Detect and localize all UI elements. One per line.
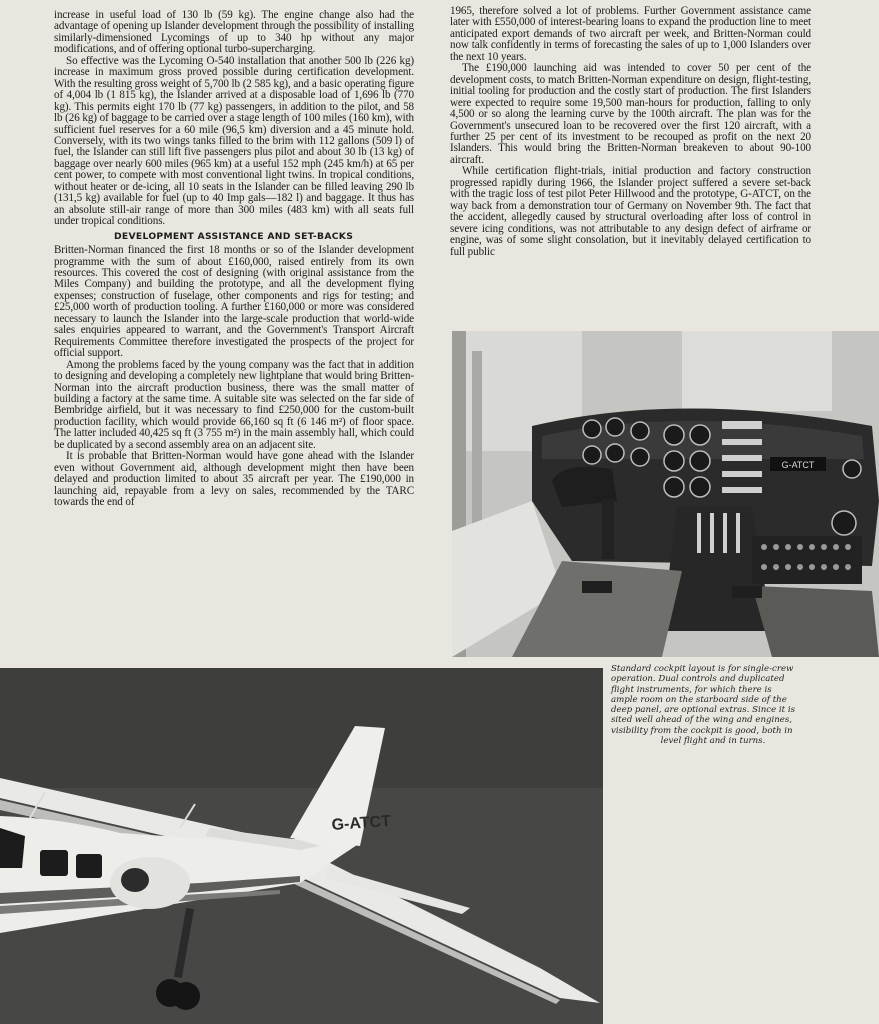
panel-registration: G-ATCT [781,460,815,470]
caption-line: level flight and in turns. [660,736,766,747]
photo-caption [611,664,815,746]
paragraph: Britten-Norman financed the first 18 months or so of the Islander development programme with the sum of about £160,000, raised entirely from its own resources. This covered the cost of designing (with original assistance from the Miles Company) and building the prototype, and all the development flying expenses; construction of fuselage, other components and rigs for testing; and £25,000 worth of production tooling. A further £160,000 or more was considered necessary to launch the Islander into the large-scale production that world-wide sales enquiries appeared to warrant, and the Government's Transport Aircraft Requirements Committee therefore investigated the prospects of the project for official support. [54,244,414,360]
paragraph: 1965, therefore solved a lot of problems. Further Government assistance came later with £550,000 of interest-bearing loans to expand the production line to meet anticipated export demands of two aircraft per week, and Britten-Norman could now talk confidently in terms of forecasting the sales of up to 1,000 Islanders over the next 10 years. [450,5,811,63]
paragraph: increase in useful load of 130 lb (59 kg). The engine change also had the advantage of opening up Islander development through the possibility of installing similarly-dimensioned Lycomings of up to 340 hp without any major modifications, and of offering optional turbo-supercharging. [54,9,414,56]
caption-line: operation. Dual controls and duplicated [611,674,785,685]
section-heading: DEVELOPMENT ASSISTANCE AND SET-BACKS [114,230,354,242]
paragraph: So effective was the Lycoming O-540 installation that another 500 lb (226 kg) increase in maximum gross proved possible during certification development. With the resulting gross weight of 5,700 lb (2 585 kg), and a basic operating figure of 4,004 lb (1 815 kg), the Islander arrived at a disposable load of 1,696 lb (770 kg). This permits eight 170 lb (77 kg) passengers, in addition to the pilot, and 58 lb (26 kg) of baggage to be carried over a stage length of 100 miles (160 km), with sufficient fuel reserves for a 60 mile (96,5 km) diversion and a 45 minute hold. Conversely, with its two wings tanks filled to the brim with 112 gallons (509 l) of fuel, the Islander can still lift five passengers plus pilot and about 30 lb (13 kg) of baggage over nearly 600 miles (965 km) at a useful 152 mph (245 km/h) at 65 per cent power, to compete with most conventional light twins. In tropical conditions, without heater or de-icing, all 10 seats in the Islander can be filled leaving 290 lb (131,5 kg) available for fuel (up to 40 Imp gals—182 l) and baggage. It thus has an absolute still-air range of more than 300 miles (483 km) with all seats full under tropical conditions. [54,54,414,228]
aircraft-illustration [0,668,603,1024]
paragraph: While certification flight-trials, initial production and factory construction progressed rapidly during 1966, the Islander project suffered a severe set-back with the tragic loss of test pilot Peter Hillwood and the prototype, G-ATCT, on the way back from a demonstration tour of Germany on November 9th. The fact that the accident, allegedly caused by structural overloading after loss of control in severe icing conditions, was not attributable to any design defect of airframe or engine, was of some slight consolation, but it inevitably delayed certification to full public [450,165,811,258]
caption-line: visibility from the cockpit is good, both in [611,725,793,736]
caption-line: Standard cockpit layout is for single-crew [611,664,794,674]
paragraph: It is probable that Britten-Norman would have gone ahead with the Islander even without Government aid, although development might then have been delayed and production limited to about 35 aircraft per year. The £190,000 in launching aid, repayable from a levy on sales, recommended by the TARC towards the end of [54,450,414,509]
aircraft-photo [0,668,603,1024]
paragraph: The £190,000 launching aid was intended to cover 50 per cent of the development costs, to match Britten-Norman expenditure on design, flight-testing, initial tooling for production and the costly start of production. The first Islanders were expected to require some 19,500 man-hours for production, falling to only 4,500 or so along the learning curve by the 100th aircraft. The plan was for the Government's unsecured loan to be recovered over the first 120 aircraft, with a further 25 per cent of its investment to be recouped as profit on the next 20 Islanders. This would bring the Britten-Norman breakeven to about 90-100 aircraft. [450,62,811,166]
caption-line: sited well ahead of the wing and engines, [611,715,792,726]
caption-line: deep panel, are optional extras. Since it is [611,705,795,716]
caption-line: flight instruments, for which there is [611,684,772,695]
caption-line: ample room on the starboard side of the [611,694,787,705]
right-text-column [450,6,811,258]
cockpit-illustration [452,331,879,657]
tail-registration: G-ATCT [331,812,392,834]
paragraph: Among the problems faced by the young company was the fact that in addition to designing and developing a completely new lightplane that would bring Britten-Norman into the aircraft production business, there was the small matter of building a factory at the same time. A suitable site was selected on the far side of Bembridge airfield, but it was necessary to find £250,000 for the custom-built production facility, which would provide 66,160 sq ft (6 146 m²) of floor space. The latter included 40,425 sq ft (3 755 m²) in the main assembly hall, which could be duplicated by a second assembly area on an adjacent site. [54,358,414,451]
left-text-column [54,10,414,508]
cockpit-photo [452,331,879,657]
